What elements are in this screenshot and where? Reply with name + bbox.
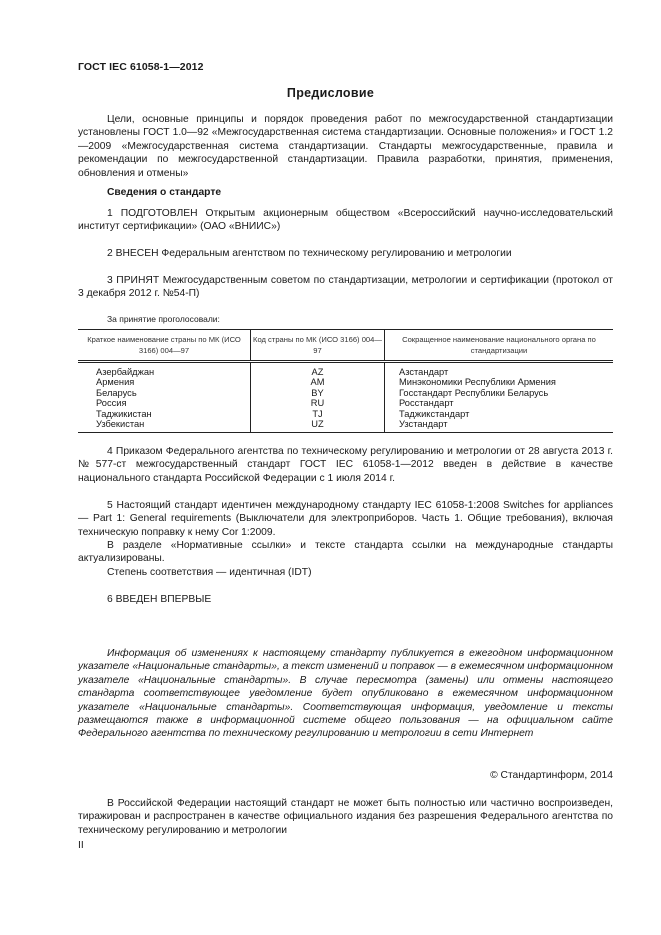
cell-code: AZ (251, 362, 385, 378)
cell-country: Армения (96, 377, 135, 388)
item-5-degree (78, 566, 613, 579)
table-row (78, 398, 613, 408)
item-2-text: 2 ВНЕСЕН Федеральным агентством по техническому регулированию и метрологии (107, 248, 512, 259)
header-country: Краткое наименование страны по МК (ИСО 3166) 004—97 (78, 330, 251, 362)
item-6 (78, 593, 613, 606)
item-4 (78, 445, 613, 485)
cell-code: RU (251, 398, 385, 408)
cell-code: UZ (251, 419, 385, 433)
table-row (78, 419, 613, 433)
table-row (78, 362, 613, 378)
section-heading: Сведения о стандарте (107, 187, 222, 198)
item-2 (78, 247, 613, 260)
header-code: Код страны по МК (ИСО 3166) 004—97 (251, 330, 385, 362)
cell-body: Минэкономики Республики Армения (385, 377, 614, 387)
header-body: Сокращенное наименование национального органа по стандартизации (385, 330, 614, 362)
table-row (78, 377, 613, 387)
intro-text: Цели, основные принципы и порядок проведения работ по межгосударственной стандартизации установлены ГОСТ 1.0—92 «Межгосударственная система стандартизации. Основные положения» и ГОСТ 1.2—2009 «Межгосударственная система стандартизации. Стандарты межгосударственные, правила и рекомендации по межгосударственной стандартизации. Правила разработки, принятия, применения, обновления и отмены» (78, 114, 613, 179)
cell-body: Узстандарт (385, 419, 614, 433)
cell-country: Азербайджан (96, 367, 155, 377)
vote-label: За принятие проголосовали: (107, 314, 220, 324)
running-head: ГОСТ IEC 61058-1—2012 (78, 61, 204, 73)
voting-table (78, 329, 613, 433)
cell-body: Азстандарт (385, 362, 614, 378)
cell-country: Таджикистан (96, 408, 152, 419)
cell-country: Беларусь (96, 387, 137, 398)
cell-body: Госстандарт Республики Беларусь (385, 388, 614, 398)
table-row (78, 409, 613, 419)
item-5-references-text: В разделе «Нормативные ссылки» и тексте стандарта ссылки на международные стандарты актуализированы. (78, 540, 613, 565)
intro-paragraph (78, 113, 613, 180)
cell-code: BY (251, 388, 385, 398)
legal-notice (78, 797, 613, 837)
legal-notice-text: В Российской Федерации настоящий стандарт не может быть полностью или частично воспроизведен, тиражирован и распространен в качестве официального издания без разрешения Федерального агентства по техническому регулированию и метрологии (78, 798, 613, 836)
item-4-text: 4 Приказом Федерального агентства по техническому регулированию и метрологии от 28 августа 2013 г. №577-ст межгосударственный стандарт ГОСТ IEC 61058-1—2012 введен в действие в качестве национального стандарта Российской Федерации с 1 июля 2014 г. (78, 446, 613, 484)
item-5-text: 5 Настоящий стандарт идентичен международному стандарту IEC 61058-1:2008 Switches for appliances — Part 1: General requirements (Выключатели для электроприборов. Часть 1. Общие требования), включая техническую поправку к нему Cor 1:2009. (78, 500, 613, 538)
table-row (78, 388, 613, 398)
cell-code: AM (251, 377, 385, 387)
change-notice-text: Информация об изменениях к настоящему стандарту публикуется в ежегодном информационном указателе «Национальные стандарты», а текст изменений и поправок — в ежемесячном информационном указателе «Национальные стандарты». В случае пересмотра (замены) или отмены настоящего стандарта соответствующее уведомление будет опубликовано в ежемесячном информационном указателе «Национальные стандарты». Соответствующая информация, уведомление и тексты размещаются также в информационной системе общего пользования — на официальном сайте Федерального агентства по техническому регулированию и метрологии в сети Интернет (78, 648, 613, 740)
cell-code: TJ (251, 409, 385, 419)
copyright: © Стандартинформ, 2014 (490, 770, 613, 781)
cell-body: Росстандарт (385, 398, 614, 408)
page-number: II (78, 840, 84, 851)
cell-country: Россия (96, 398, 127, 409)
table-header-row (78, 330, 613, 362)
change-notice (78, 647, 613, 741)
item-5-degree-text: Степень соответствия — идентичная (IDT) (107, 567, 312, 578)
item-1 (78, 207, 613, 234)
cell-body: Таджикстандарт (385, 409, 614, 419)
page-title: Предисловие (286, 86, 375, 100)
item-5 (78, 499, 613, 539)
cell-country: Узбекистан (96, 419, 145, 430)
item-5-references (78, 539, 613, 566)
item-3 (78, 274, 613, 301)
item-3-text: 3 ПРИНЯТ Межгосударственным советом по стандартизации, метрологии и сертификации (протокол от 3 декабря 2012 г. №54-П) (78, 275, 613, 300)
item-1-text: 1 ПОДГОТОВЛЕН Открытым акционерным обществом «Всероссийский научно-исследовательский институт сертификации» (ОАО «ВНИИС») (78, 208, 613, 233)
item-6-text: 6 ВВЕДЕН ВПЕРВЫЕ (107, 594, 212, 605)
